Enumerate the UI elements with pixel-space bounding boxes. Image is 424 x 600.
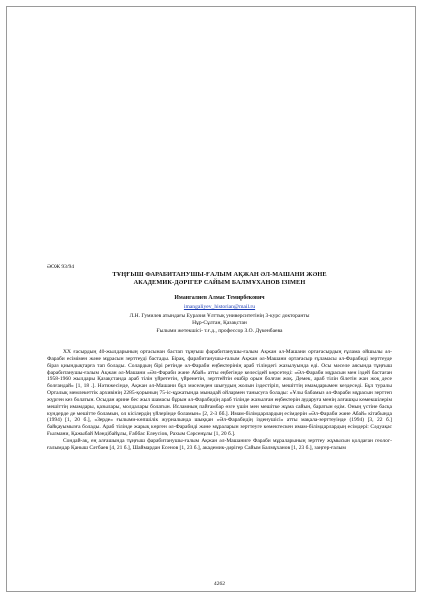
author-name: Имангалиев Алмас Темирбекович <box>174 295 265 301</box>
udc-code: ӘОЖ 93/94 <box>47 264 75 270</box>
affiliation-city: Нұр-Сұлтан, Қазақстан <box>192 320 247 327</box>
affiliation-university: Л.Н. Гумилев атындағы Еуразия Ұлттық университетінің 3-курс докторанты <box>129 313 310 319</box>
paper-title <box>47 271 392 287</box>
document-page <box>47 7 392 593</box>
page-number: 4262 <box>213 581 226 587</box>
page-frame <box>6 6 416 592</box>
affiliation-block <box>47 313 392 335</box>
author-email-link[interactable]: imangaliyev_historian@mail.ru <box>183 304 256 310</box>
body-paragraph-1: XX ғасырдың 40-жылдарының ортасынан бастап тұңғыш фарабитанушы-ғалым Ақжан әл-Машани ортағасырдың ғұлама ойшылы әл-Фараби есімімен және мұрасын зерттеуді бастады. Бірақ, фарабитанушы-ғалым Ақжан әл-Машани ортағасыр ғұламасы әл-Фарабиді зерттеуде біраз қиындықтарға тап болады. Солардың бірі ретінде әл-Фараби еңбектерінің араб тіліндегі жазылуында еді. Осы мәселе аясында тұңғыш фарабитанушы-ғалым Ақжан әл-Машани «Әл-Фараби және Абай» атты еңбегінде келесідей көрсетеді: «Әл-Фараби мұрасын мен іздей бастаған 1958-1960 жылдары Қазақстанда араб тілін үйрететін, үйренетін, зерттейтін ешбір орын болған жоқ. Демек, араб тілін білетін жан жоқ десе болғандай» [1, 18 .]. Нәтижесінде, Ақжан әл-Машани бұл мәселеден шығудың жолын іздестіріп, мешіттің имамдарымен кездеседі. Бұл туралы Орталық мемлекеттік архивінің 2285-қорының 75-іс-құжатында мынадай ойлармен танысуға болады: «Ұлы бабамыз әл-Фараби мұрасын зерттеп жүрген кез болатын. Осыдан әрине бес жыл шамасы бұрын әл-Фарабидің араб тілінде жазылған еңбектерін аударуға менің алғашқы көмекшілерім мешіттің имамдары, қазылары, молдалары болатын. Исламның пайғамбар өзге үшін мен мешітке жұма сайын, баратын едім. Оның үстіне басқа күндерде де мешітте боламын, ол кісілердің үйлерінде боламын» [2, 2-3 бб.]. Имам-білімдарлардың есімдерін «Әл-Фараби және Абай» кітабында (1994) [1, 20 б.], «Зерде» ғылыми-көпшілік журналында шыққан «Әл-Фарабидің ізденушісі» атты мақала-зерттеуінде (1994) [3, 22 б.] байқауымызға болады. Араб тілінде жарық көрген әл-Фарабиді және мұраларын зерттеуге көмектескен имам-білімдарлардың есімдері: Сәдуақас Ғылмани, Қажыбай Мәндібайұлы, Ғаббас Елеусіов, Рахым Сәрсенұлы [1, 20 б.]. <box>47 349 392 438</box>
supervisor-line: Ғылыми жетекшісі- т.ғ.д., профессор З.О. Дүкенбаева <box>156 327 283 334</box>
article-body <box>47 349 392 452</box>
body-paragraph-2: Сондай-ақ, ең алғашында тұңғыш фарабитанушы-ғалым Ақжан әл-Машаниге Фараби мұраларының зерттеу жұмысын қолдаған геолог-ғалымдар Қаныш Сәтбаев [4, 21 б.], Шаймардан Есенов [1, 23 б.], академик-дәрігер Сайым Балмұханов [1, 23 б.], заңгер-ғалым <box>47 437 392 451</box>
title-line-1: ТҰҢҒЫШ ФАРАБИТАНУШЫ-ҒАЛЫМ АҚЖАН ӘЛ-МАШАНИ ЖӘНЕ <box>112 271 327 278</box>
title-line-2: АКАДЕМИК-ДӘРІГЕР САЙЫМ БАЛМҰХАНОВ ІЗІМЕН <box>133 279 306 287</box>
